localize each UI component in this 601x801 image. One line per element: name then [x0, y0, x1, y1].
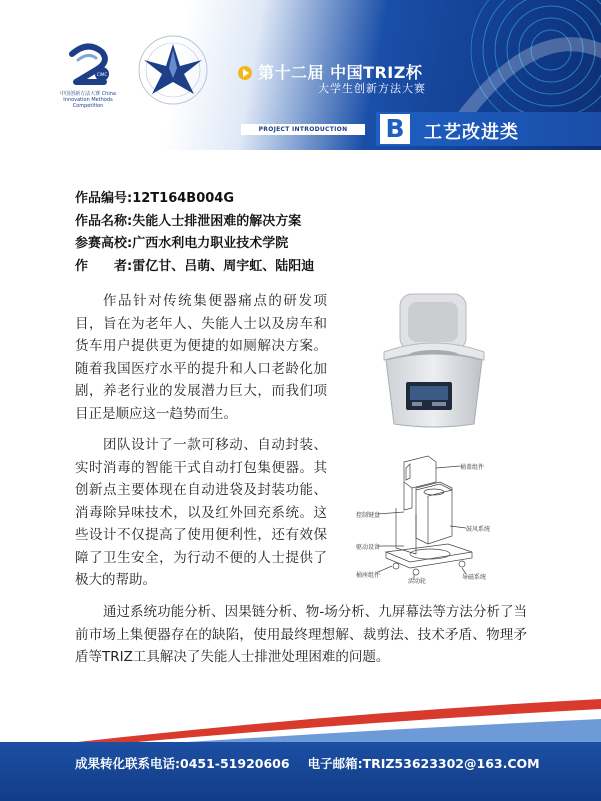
phone-label: 成果转化联系电话:	[75, 756, 180, 771]
project-info	[75, 188, 314, 278]
cimc-logo-caption: 中国创新方法大赛 China Innovation Methods Competition	[60, 91, 116, 109]
category-letter: B	[380, 114, 410, 144]
authors-label-first: 作	[75, 258, 89, 274]
project-number-label: 作品编号:	[75, 191, 133, 206]
student-competition-emblem	[128, 30, 218, 110]
paragraph-3: 通过系统功能分析、因果链分析、物-场分析、九屏幕法等方法分析了当前市场上集便器存在的缺陷，使用最终理想解、裁剪法、技术矛盾、物理矛盾等TRIZ工具解决了失能人士排泄处理困难的问题。	[75, 604, 527, 665]
diagram-label-keyboard: 控制键盘	[356, 512, 381, 519]
structure-diagram	[356, 448, 504, 584]
school-row	[75, 233, 314, 256]
contest-title-text: 第十二届 中国TRIZ杯	[258, 63, 423, 82]
email-label: 电子邮箱:	[307, 756, 363, 771]
authors-value: 雷亿甘、吕萌、周宇虹、陆阳迪	[132, 258, 315, 274]
diagram-label-blower: 鼓风系统	[466, 526, 491, 533]
diagram-label-drive: 驱动设备	[356, 544, 381, 551]
diagram-label-magnetic: 导磁系统	[462, 574, 487, 581]
school-value: 广西水利电力职业技术学院	[132, 236, 289, 251]
paragraph-1: 作品针对传统集便器痛点的研发项目，旨在为老年人、失能人士以及房车和货车用户提供更为便捷的如厕解决方案。随着我国医疗水平的提升和人口老龄化加剧，养老行业的发展潜力巨大，而我们项目正是顺应这一趋势而生。	[75, 293, 327, 422]
school-label: 参赛高校:	[75, 236, 133, 251]
email-value: TRIZ53623302@163.COM	[362, 756, 540, 771]
diagram-label-base: 桶座组件	[356, 572, 381, 579]
authors-label-second: 者:	[114, 258, 133, 274]
project-number-row	[75, 188, 314, 211]
project-name-value: 失能人士排泄困难的解决方案	[132, 213, 302, 229]
project-name-label: 作品名称:	[75, 213, 133, 229]
svg-text:CIMC: CIMC	[96, 72, 108, 77]
diagram-label-lid: 桶盖组件	[460, 464, 485, 471]
diagram-label-wheel: 活动轮	[408, 578, 427, 585]
project-name-row	[75, 211, 314, 234]
category-name: 工艺改进类	[424, 122, 519, 143]
footer-contact	[75, 754, 540, 772]
project-introduction-tag: PROJECT INTRODUCTION	[241, 124, 365, 135]
product-photo	[372, 290, 498, 430]
project-number-value: 12T164B004G	[132, 191, 235, 206]
paragraph-2: 团队设计了一款可移动、自动封装、实时消毒的智能干式自动打包集便器。其创新点主要体现在自动进袋及封装功能、消毒除异味技术，以及红外回充系统。这些设计不仅提高了使用便利性，还有效保障了卫生安全，为行动不便的人士提供了极大的帮助。	[75, 437, 327, 588]
contest-subtitle: 大学生创新方法大赛	[318, 82, 426, 95]
phone-value: 0451-51920606	[180, 756, 290, 771]
play-icon	[238, 66, 252, 80]
authors-row	[75, 256, 314, 279]
